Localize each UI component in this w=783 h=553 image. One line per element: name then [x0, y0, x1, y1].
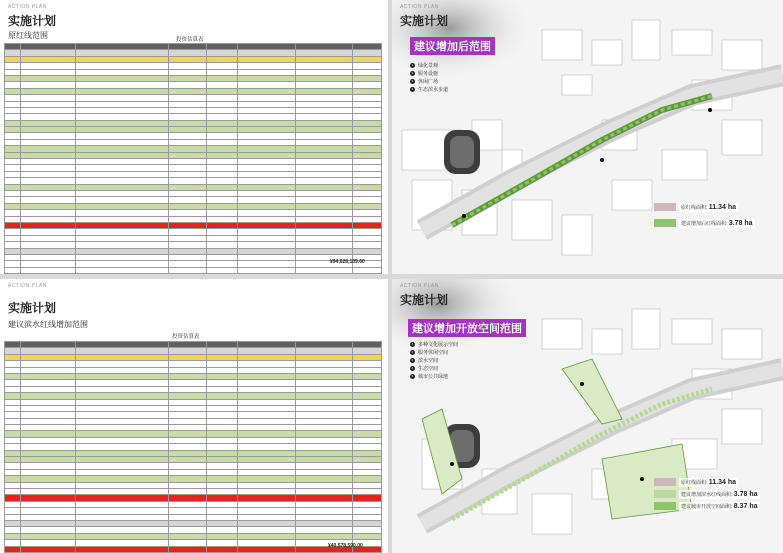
legend-item: 3 滨水空间	[411, 358, 439, 364]
slide-open-space-map	[392, 279, 783, 553]
slide-title: 实施计划	[8, 14, 57, 28]
budget-total: ¥40,578,590.00	[328, 543, 363, 549]
eyebrow: ACTION PLAN	[8, 283, 47, 289]
area-extended: 建议增加后红线面积: 3.78 ha	[681, 220, 753, 227]
legend-item: 5 城市公共绿地	[411, 374, 449, 380]
slide-title: 实施计划	[400, 14, 449, 28]
eyebrow: ACTION PLAN	[400, 283, 439, 289]
slide-title: 实施计划	[400, 293, 449, 307]
budget-table	[4, 43, 382, 274]
legend-item: 1 多种文化展示空间	[411, 342, 459, 348]
legend-item: 2 服务设施	[411, 71, 439, 77]
legend-item: 1 绿化景观	[411, 63, 439, 69]
table-caption: 投资估算表	[172, 334, 200, 340]
budget-total: ¥94,628,109.60	[330, 259, 365, 265]
slide-original-red-line-budget	[0, 0, 388, 274]
legend-item: 4 生态滨水步道	[411, 87, 449, 93]
eyebrow: ACTION PLAN	[400, 4, 439, 10]
area-original: 原红线面积: 11.34 ha	[681, 204, 737, 211]
slide-waterfront-budget	[0, 279, 388, 553]
legend-item: 3 休闲广场	[411, 79, 439, 85]
area-original: 原红线面积: 11.34 ha	[681, 479, 737, 486]
legend-item: 2 服务休闲空间	[411, 350, 449, 356]
area-open-space: 建议城市开放空间面积: 8.37 ha	[681, 503, 758, 510]
legend-item: 4 生态空间	[411, 366, 439, 372]
slide-title: 实施计划	[8, 301, 57, 315]
eyebrow: ACTION PLAN	[8, 4, 47, 10]
slide-subtitle: 原红线范围	[8, 31, 48, 40]
map-title: 建议增加开放空间范围	[408, 319, 526, 337]
budget-table	[4, 341, 382, 553]
slide-extended-range-map	[392, 0, 783, 274]
slide-subtitle: 建议滨水红线增加范围	[8, 320, 88, 329]
table-caption: 投资估算表	[176, 37, 204, 43]
map-title: 建议增加后范围	[410, 37, 495, 55]
area-waterfront: 建议增加滨水红线面积: 3.78 ha	[681, 491, 758, 498]
